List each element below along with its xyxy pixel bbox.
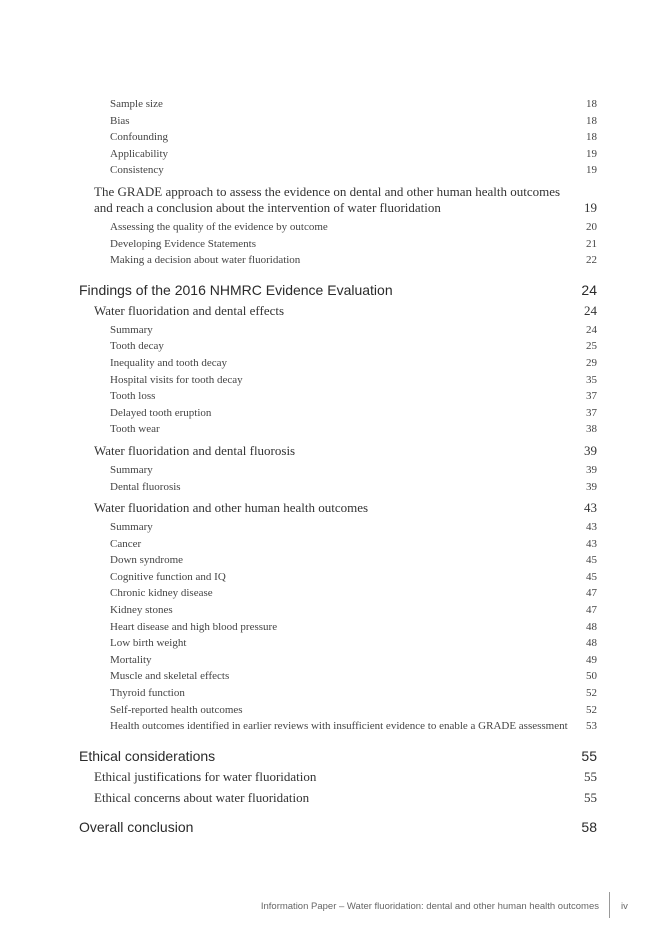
toc-entry-page: 37 xyxy=(586,390,597,403)
toc-entry-level-3[interactable] xyxy=(79,129,597,146)
table-of-contents xyxy=(79,96,597,838)
toc-entry-level-3[interactable] xyxy=(79,421,597,438)
toc-entry-title: Hospital visits for tooth decay xyxy=(110,373,243,386)
toc-entry-level-3[interactable] xyxy=(79,113,597,130)
toc-entry-title: Water fluoridation and dental effects xyxy=(94,302,285,318)
toc-entry-title: Confounding xyxy=(110,131,169,144)
toc-entry-level-1[interactable] xyxy=(79,818,597,836)
toc-entry-title: Tooth decay xyxy=(110,340,164,353)
toc-entry-page: 24 xyxy=(584,302,597,318)
toc-entry-title: Heart disease and high blood pressure xyxy=(110,620,278,633)
toc-entry-page: 25 xyxy=(586,340,597,353)
toc-entry-title: Delayed tooth eruption xyxy=(110,406,212,419)
toc-entry-page: 58 xyxy=(581,818,597,835)
toc-entry-level-3[interactable] xyxy=(79,652,597,669)
toc-entry-page: 48 xyxy=(586,620,597,633)
toc-entry-level-3[interactable] xyxy=(79,718,597,735)
toc-entry-title: Bias xyxy=(110,114,130,127)
toc-entry-page: 24 xyxy=(586,323,597,336)
toc-entry-level-3[interactable] xyxy=(79,372,597,389)
toc-entry-title: Ethical considerations xyxy=(79,747,216,764)
toc-entry-page: 39 xyxy=(586,480,597,493)
toc-entry-level-3[interactable] xyxy=(79,479,597,496)
toc-entry-page: 43 xyxy=(586,521,597,534)
toc-entry-title: Summary xyxy=(110,323,153,336)
toc-entry-page: 50 xyxy=(586,670,597,683)
toc-entry-level-3[interactable] xyxy=(79,219,597,236)
toc-entry-page: 55 xyxy=(584,789,597,805)
toc-entry-title: Thyroid function xyxy=(110,687,185,700)
toc-entry-level-1[interactable] xyxy=(79,281,597,299)
toc-entry-level-3[interactable] xyxy=(79,96,597,113)
toc-entry-title: Down syndrome xyxy=(110,554,184,567)
toc-entry-page: 22 xyxy=(586,254,597,267)
toc-entry-title: Low birth weight xyxy=(110,637,187,650)
toc-entry-level-2[interactable] xyxy=(79,443,597,459)
toc-entry-level-3[interactable] xyxy=(79,236,597,253)
toc-entry-page: 19 xyxy=(586,164,597,177)
toc-entry-level-2[interactable] xyxy=(79,500,597,516)
toc-entry-page: 48 xyxy=(586,637,597,650)
toc-entry-title: The GRADE approach to assess the evidence on dental and other human health outcomes xyxy=(94,183,561,199)
toc-entry-level-2[interactable] xyxy=(79,769,597,785)
toc-entry-title: Sample size xyxy=(110,98,163,110)
toc-entry-level-3[interactable] xyxy=(79,585,597,602)
toc-entry-page: 35 xyxy=(586,373,597,386)
toc-entry-page: 45 xyxy=(586,554,597,567)
toc-entry-title: Findings of the 2016 NHMRC Evidence Evaluation xyxy=(79,281,393,298)
toc-entry-title: Health outcomes identified in earlier reviews with insufficient evidence to enable a GRADE assessment xyxy=(110,720,568,733)
toc-entry-page: 18 xyxy=(586,131,597,144)
toc-entry-page: 37 xyxy=(586,406,597,419)
toc-entry-title: Ethical justifications for water fluoridation xyxy=(94,768,317,784)
toc-entry-page: 29 xyxy=(586,356,597,369)
footer-divider xyxy=(609,892,610,918)
toc-entry-page: 53 xyxy=(586,720,597,733)
toc-entry-page: 20 xyxy=(586,220,597,233)
toc-entry-title: Assessing the quality of the evidence by outcome xyxy=(110,220,328,233)
toc-entry-page: 49 xyxy=(586,653,597,666)
toc-entry-title: Ethical concerns about water fluoridation xyxy=(94,789,310,805)
toc-entry-level-2[interactable] xyxy=(79,184,597,216)
toc-entry-page: 19 xyxy=(586,147,597,160)
toc-entry-title: Kidney stones xyxy=(110,604,173,617)
toc-entry-level-3[interactable] xyxy=(79,536,597,553)
toc-entry-page: 52 xyxy=(586,687,597,700)
toc-entry-title: Developing Evidence Statements xyxy=(110,237,257,250)
toc-entry-title-continued: and reach a conclusion about the intervention of water fluoridation xyxy=(94,199,441,215)
toc-entry-title: Water fluoridation and dental fluorosis xyxy=(94,442,296,458)
footer-title: Information Paper – Water fluoridation: dental and other human health outcomes xyxy=(260,901,599,912)
toc-entry-page: 24 xyxy=(581,281,597,298)
toc-entry-page: 55 xyxy=(581,747,597,764)
toc-entry-title: Mortality xyxy=(110,653,152,666)
toc-entry-page: 39 xyxy=(584,442,597,458)
toc-entry-level-3[interactable] xyxy=(79,519,597,536)
toc-entry-level-3[interactable] xyxy=(79,702,597,719)
toc-entry-level-3[interactable] xyxy=(79,635,597,652)
toc-entry-title: Summary xyxy=(110,521,153,534)
toc-entry-level-3[interactable] xyxy=(79,146,597,163)
toc-entry-page: 43 xyxy=(586,537,597,550)
toc-entry-page: 52 xyxy=(586,703,597,716)
toc-entry-title: Chronic kidney disease xyxy=(110,587,213,600)
toc-entry-level-3[interactable] xyxy=(79,338,597,355)
toc-entry-title: Consistency xyxy=(110,164,164,177)
toc-entry-level-3[interactable] xyxy=(79,322,597,339)
toc-entry-title: Summary xyxy=(110,463,153,476)
toc-entry-page: 21 xyxy=(586,237,597,250)
toc-entry-title: Tooth wear xyxy=(110,423,160,436)
toc-entry-title: Inequality and tooth decay xyxy=(110,356,227,369)
toc-entry-page: 47 xyxy=(586,587,597,600)
toc-entry-level-3[interactable] xyxy=(79,462,597,479)
toc-entry-page: 45 xyxy=(586,570,597,583)
toc-entry-page: 47 xyxy=(586,604,597,617)
toc-entry-page: 55 xyxy=(584,768,597,784)
toc-entry-title: Cognitive function and IQ xyxy=(110,570,226,583)
toc-entry-page: 43 xyxy=(584,500,597,516)
toc-entry-level-3[interactable] xyxy=(79,619,597,636)
toc-entry-page: 18 xyxy=(586,114,597,127)
toc-entry-level-3[interactable] xyxy=(79,552,597,569)
toc-entry-title: Cancer xyxy=(110,537,142,550)
toc-entry-level-3[interactable] xyxy=(79,405,597,422)
toc-entry-page: 19 xyxy=(584,199,597,215)
toc-entry-page: 18 xyxy=(586,98,597,110)
footer-page-number: iv xyxy=(621,901,628,912)
toc-entry-level-3[interactable] xyxy=(79,602,597,619)
toc-entry-title: Tooth loss xyxy=(110,390,156,403)
toc-entry-page: 38 xyxy=(586,423,597,436)
toc-entry-level-2[interactable] xyxy=(79,303,597,319)
page-footer xyxy=(0,898,662,918)
toc-entry-level-3[interactable] xyxy=(79,252,597,269)
toc-entry-level-3[interactable] xyxy=(79,569,597,586)
toc-entry-level-3[interactable] xyxy=(79,668,597,685)
toc-entry-title: Dental fluorosis xyxy=(110,480,181,493)
toc-entry-title: Self-reported health outcomes xyxy=(110,703,243,716)
toc-entry-title: Applicability xyxy=(110,147,169,160)
toc-entry-level-2[interactable] xyxy=(79,790,597,806)
toc-entry-level-3[interactable] xyxy=(79,388,597,405)
toc-entry-title: Water fluoridation and other human health outcomes xyxy=(94,500,369,516)
toc-entry-title: Muscle and skeletal effects xyxy=(110,670,230,683)
toc-entry-level-3[interactable] xyxy=(79,685,597,702)
toc-entry-level-1[interactable] xyxy=(79,747,597,765)
toc-entry-title: Making a decision about water fluoridation xyxy=(110,254,301,267)
toc-entry-level-3[interactable] xyxy=(79,162,597,179)
toc-entry-title: Overall conclusion xyxy=(79,818,194,835)
toc-entry-level-3[interactable] xyxy=(79,355,597,372)
toc-entry-page: 39 xyxy=(586,463,597,476)
